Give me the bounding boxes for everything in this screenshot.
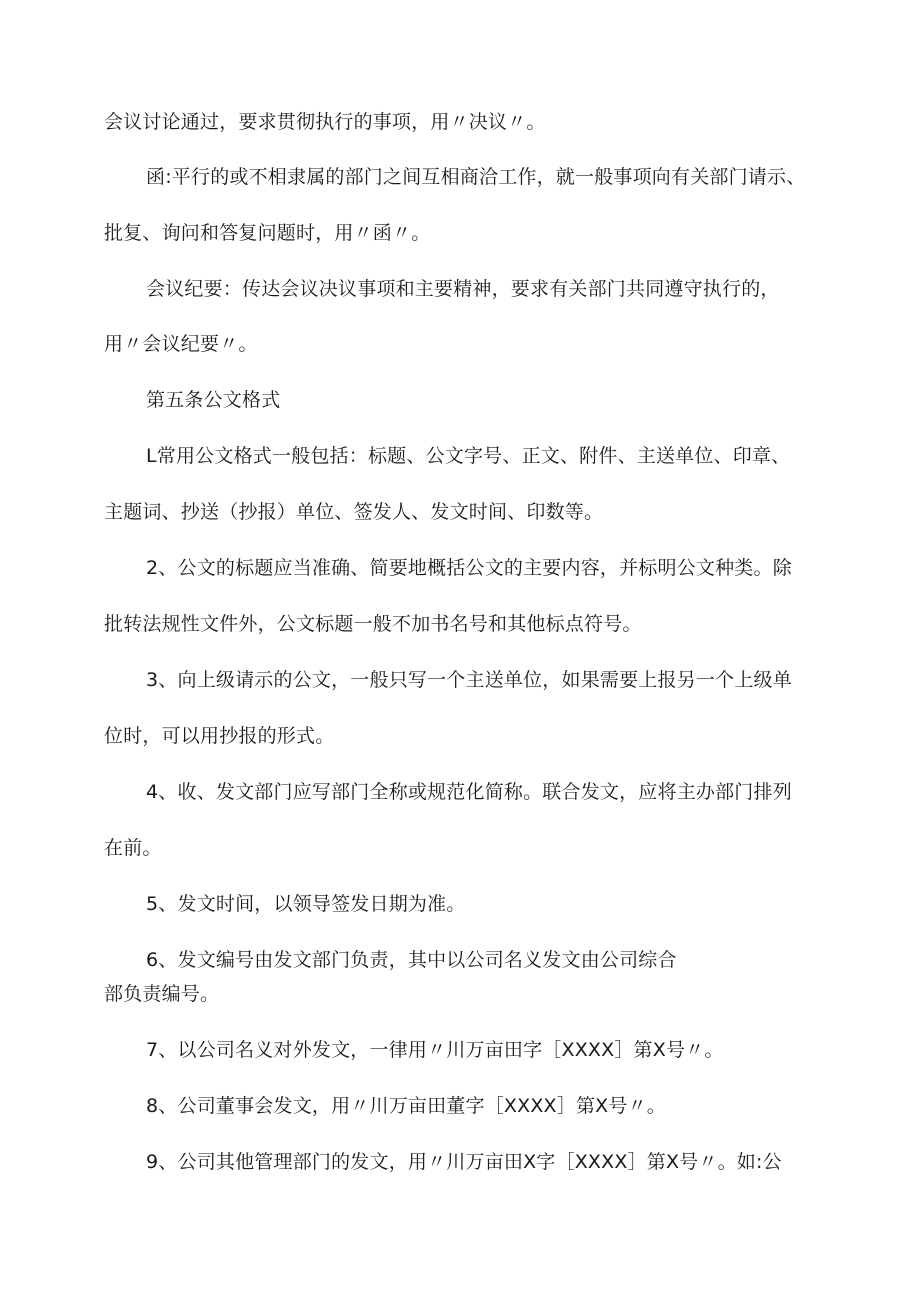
section-heading: 第五条公文格式 [146,389,281,411]
paragraph-line: 9、公司其他管理部门的发文，用〃川万亩田X字［XXXX］第X号〃。如:公 [146,1151,782,1173]
paragraph-line: 8、公司董事会发文，用〃川万亩田董字［XXXX］第X号〃。 [146,1095,666,1117]
paragraph-line: L常用公文格式一般包括：标题、公文字号、正文、附件、主送单位、印章、 [146,445,791,467]
paragraph-line: 3、向上级请示的公文，一般只写一个主送单位，如果需要上报另一个上级单 [146,669,792,691]
paragraph-line: 会议纪要：传达会议决议事项和主要精神，要求有关部门共同遵守执行的， [146,278,780,300]
paragraph-line: 会议讨论通过，要求贯彻执行的事项，用〃决议〃。 [104,111,546,133]
paragraph-line: 用〃会议纪要〃。 [104,333,258,355]
paragraph-line: 5、发文时间，以领导签发日期为准。 [146,893,466,915]
paragraph-line: 位时，可以用抄报的形式。 [104,725,335,747]
paragraph-line: 函:平行的或不相隶属的部门之间互相商洽工作，就一般事项向有关部门请示、 [146,166,806,188]
paragraph-line: 4、收、发文部门应写部门全称或规范化简称。联合发文，应将主办部门排列 [146,781,792,803]
paragraph-line: 部负责编号。 [104,983,220,1005]
paragraph-line: 批转法规性文件外，公文标题一般不加书名号和其他标点符号。 [104,613,642,635]
paragraph-line: 7、以公司名义对外发文，一律用〃川万亩田字［XXXX］第X号〃。 [146,1039,724,1061]
paragraph-line: 6、发文编号由发文部门负责，其中以公司名义发文由公司综合 [146,949,677,971]
paragraph-line: 在前。 [104,837,162,859]
paragraph-line: 批复、询问和答复问题时，用〃函〃。 [104,222,431,244]
paragraph-line: 2、公文的标题应当准确、简要地概括公文的主要内容，并标明公文种类。除 [146,557,792,579]
paragraph-line: 主题词、抄送（抄报）单位、签发人、发文时间、印数等。 [104,501,604,523]
